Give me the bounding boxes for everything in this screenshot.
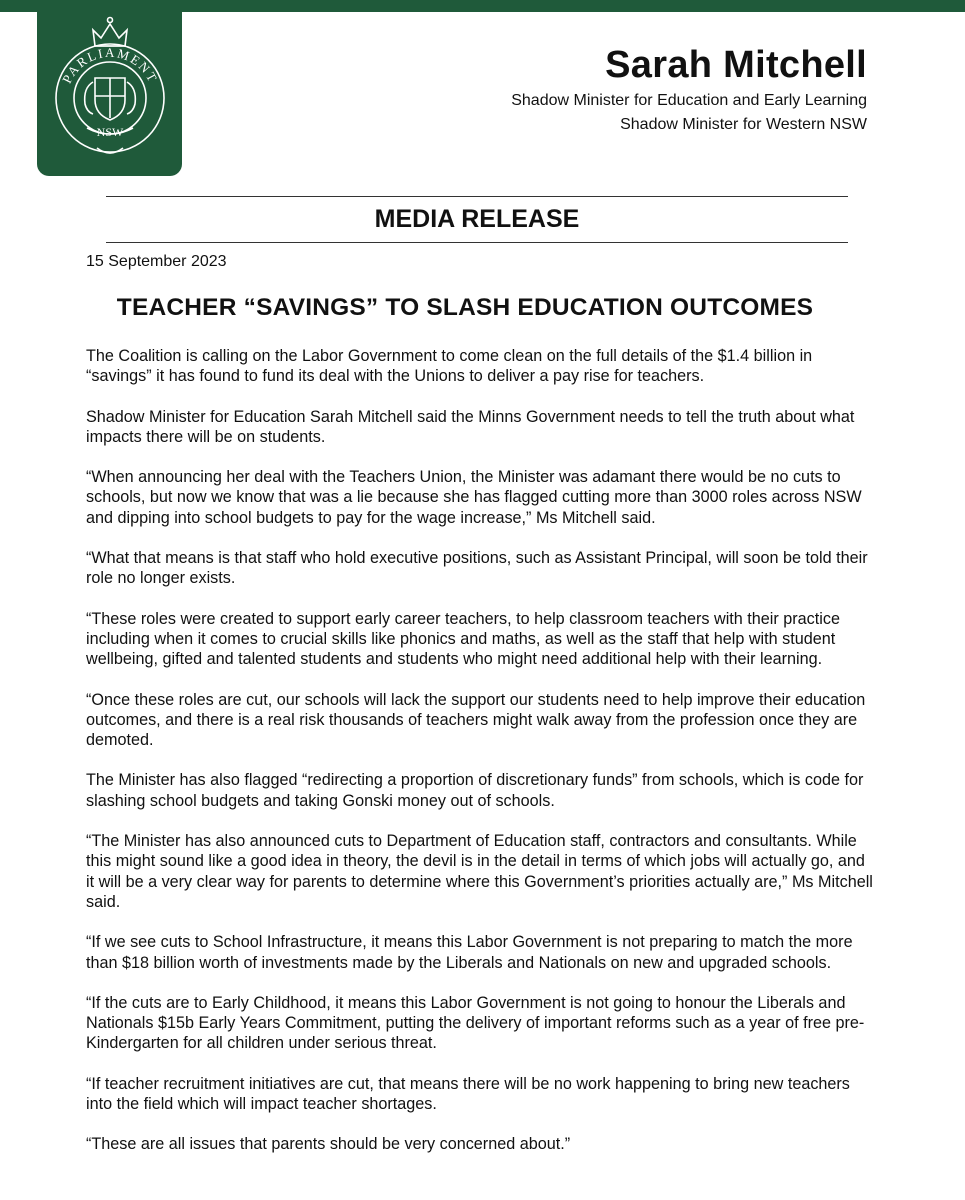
paragraph: “If we see cuts to School Infrastructure, it means this Labor Government is not preparing to match the more than $18 billion worth of investments made by the Liberals and Nationals on new and upgraded schools. [86, 933, 853, 972]
paragraph: “These are all issues that parents should be very concerned about.” [86, 1135, 571, 1154]
release-body [86, 346, 876, 1175]
paragraph: Shadow Minister for Education Sarah Mitchell said the Minns Government needs to tell the truth about what impacts there will be on students. [86, 407, 855, 446]
paragraph: “What that means is that staff who hold executive positions, such as Assistant Principal, will soon be told their role no longer exists. [86, 549, 868, 588]
paragraph: “If the cuts are to Early Childhood, it means this Labor Government is not going to honour the Liberals and Nationals $15b Early Years Commitment, putting the delivery of important reforms such as a year of free pre-Kindergarten for all children under serious threat. [86, 993, 865, 1053]
minister-role-1: Shadow Minister for Education and Early Learning [511, 92, 867, 109]
paragraph: “These roles were created to support early career teachers, to help classroom teachers with their practice including when it comes to crucial skills like phonics and maths, as well as the staff that help with student wellbeing, gifted and talented students and students who might need additional help with their learning. [86, 609, 840, 669]
parliament-nsw-logo [37, 0, 182, 176]
minister-role-2: Shadow Minister for Western NSW [620, 116, 867, 133]
media-release-label: MEDIA RELEASE [374, 205, 580, 233]
logo-text-bottom: NSW [96, 125, 124, 139]
paragraph: “The Minister has also announced cuts to Department of Education staff, contractors and consultants. While this might sound like a good idea in theory, the devil is in the detail in terms of which jobs will actually go, and it will be a very clear way for parents to determine where this Government’s priorities actually are,” Ms Mitchell said. [86, 832, 873, 911]
paragraph: The Minister has also flagged “redirecting a proportion of discretionary funds” from schools, which is code for slashing school budgets and taking Gonski money out of schools. [86, 771, 864, 810]
top-divider [106, 196, 848, 197]
parliament-nsw-crest-icon [37, 0, 182, 176]
paragraph: “When announcing her deal with the Teachers Union, the Minister was adamant there would be no cuts to schools, but now we know that was a lie because she has flagged cutting more than 3000 roles across NSW and dipping into school budgets to pay for the wage increase,” Ms Mitchell said. [86, 468, 862, 527]
minister-name: Sarah Mitchell [605, 44, 867, 86]
paragraph: “If teacher recruitment initiatives are cut, that means there will be no work happening to bring new teachers into the field which will impact teacher shortages. [86, 1074, 850, 1114]
paragraph: “Once these roles are cut, our schools will lack the support our students need to help improve their education outcomes, and there is a real risk thousands of teachers might walk away from the profession once they are demoted. [86, 690, 866, 750]
bottom-divider [106, 242, 848, 243]
logo-text-top: PARLIAMENT [59, 44, 161, 86]
headline: TEACHER “SAVINGS” TO SLASH EDUCATION OUTCOMES [116, 294, 814, 321]
release-date: 15 September 2023 [86, 253, 227, 270]
paragraph: The Coalition is calling on the Labor Government to come clean on the full details of the $1.4 billion in “savings” it has found to fund its deal with the Unions to deliver a pay rise for teachers. [86, 347, 813, 386]
